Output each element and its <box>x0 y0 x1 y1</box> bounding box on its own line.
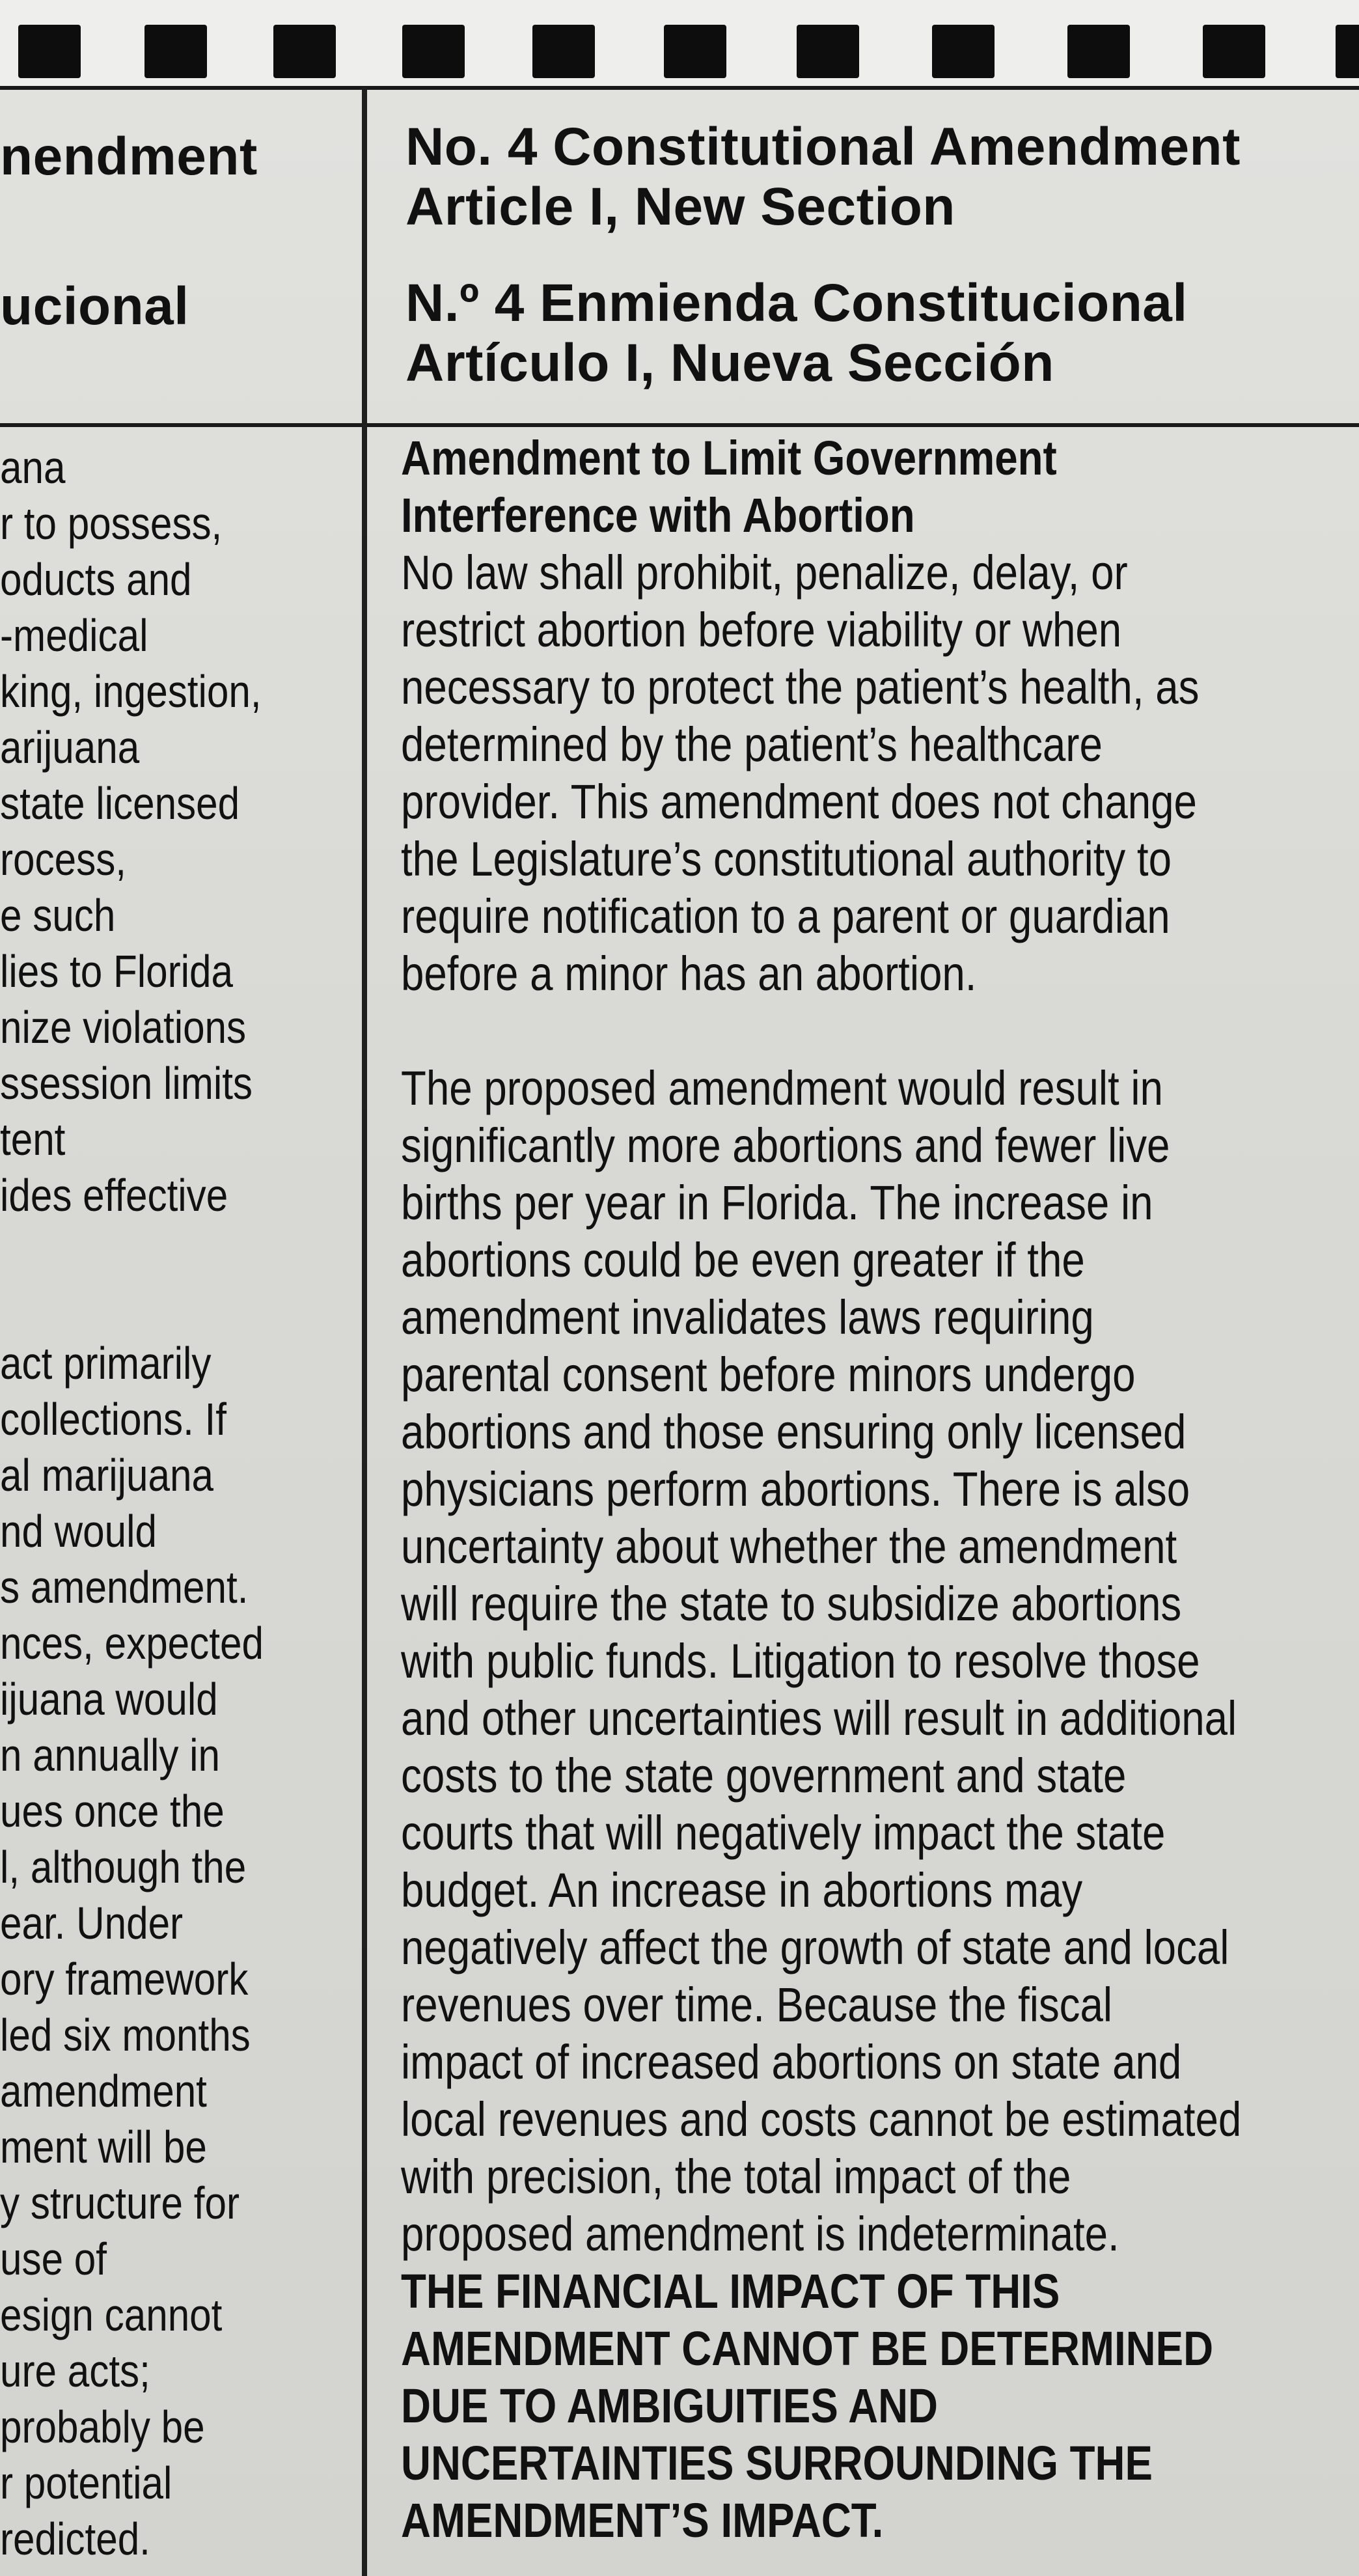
left-body-line: tent <box>0 1114 66 1165</box>
left-body-line: e such <box>0 890 116 941</box>
timing-mark <box>664 25 726 78</box>
left-body-line: ana <box>0 442 66 493</box>
left-body-line: y structure for <box>0 2178 240 2228</box>
left-body-line: led six months <box>0 2010 251 2060</box>
financial-impact-line: uncertainty about whether the amendment <box>401 1519 1177 1573</box>
financial-impact-statement-line: AMENDMENT’S IMPACT. <box>401 2493 884 2547</box>
left-header-en: nendment <box>0 127 258 186</box>
summary-line: necessary to protect the patient’s health, as <box>401 660 1200 714</box>
summary-line: the Legislature’s constitutional authority to <box>401 832 1172 886</box>
left-body-line: ure acts; <box>0 2346 150 2396</box>
left-body-line: nize violations <box>0 1002 247 1053</box>
left-body-line: n annually in <box>0 1730 221 1780</box>
left-body-line: l, although the <box>0 1842 247 1892</box>
financial-impact-line: parental consent before minors undergo <box>401 1348 1136 1402</box>
financial-impact-statement-line: DUE TO AMBIGUITIES AND <box>401 2379 938 2433</box>
left-body-line: ory framework <box>0 1954 249 2004</box>
left-body-line: al marijuana <box>0 1450 213 1501</box>
financial-impact-line: negatively affect the growth of state and local <box>401 1920 1229 1974</box>
left-body-line: nces, expected <box>0 1618 264 1669</box>
summary-line: No law shall prohibit, penalize, delay, or <box>401 546 1128 600</box>
amendment-number-en: No. 4 Constitutional Amendment <box>405 117 1241 176</box>
amendment-number-es: N.º 4 Enmienda Constitucional <box>405 273 1188 333</box>
left-body-line: ear. Under <box>0 1898 184 1948</box>
summary-line: require notification to a parent or guardian <box>401 889 1170 943</box>
left-body-line: r potential <box>0 2458 172 2508</box>
timing-mark <box>18 25 81 78</box>
previous-amendment-column <box>0 88 364 2576</box>
left-body-line: ijuana would <box>0 1674 218 1724</box>
financial-impact-line: amendment invalidates laws requiring <box>401 1290 1094 1344</box>
financial-impact-line: with public funds. Litigation to resolve those <box>401 1634 1200 1688</box>
timing-mark <box>1067 25 1130 78</box>
left-body-line: -medical <box>0 610 148 661</box>
financial-impact-line: significantly more abortions and fewer live <box>401 1118 1170 1172</box>
timing-mark <box>144 25 207 78</box>
financial-impact-line: with precision, the total impact of the <box>401 2150 1071 2204</box>
left-body-line: ment will be <box>0 2122 207 2172</box>
left-body-line: amendment <box>0 2066 207 2116</box>
left-body-line: act primarily <box>0 1338 212 1389</box>
summary-line: restrict abortion before viability or when <box>401 603 1122 657</box>
financial-impact-statement-line: THE FINANCIAL IMPACT OF THIS <box>401 2264 1060 2318</box>
timing-mark <box>273 25 336 78</box>
timing-mark <box>1336 25 1359 78</box>
left-body-line: use of <box>0 2234 107 2284</box>
amendment-article-en: Article I, New Section <box>405 177 955 236</box>
summary-line: provider. This amendment does not change <box>401 775 1197 829</box>
left-body-line: s amendment. <box>0 1562 249 1613</box>
financial-impact-line: will require the state to subsidize abortions <box>401 1577 1182 1631</box>
financial-impact-line: local revenues and costs cannot be estimated <box>401 2092 1242 2146</box>
summary-line: before a minor has an abortion. <box>401 947 977 1001</box>
financial-impact-line: budget. An increase in abortions may <box>401 1863 1083 1917</box>
left-body-line: nd would <box>0 1506 157 1557</box>
financial-impact-line: revenues over time. Because the fiscal <box>401 1978 1113 2032</box>
left-body-line: arijuana <box>0 722 140 773</box>
paragraph-gap <box>401 1003 1319 1060</box>
financial-impact-line: abortions could be even greater if the <box>401 1233 1085 1287</box>
financial-impact-line: costs to the state government and state <box>401 1749 1127 1803</box>
left-body-line: probably be <box>0 2402 205 2452</box>
summary-line: determined by the patient’s healthcare <box>401 717 1103 771</box>
left-body-line: king, ingestion, <box>0 666 262 717</box>
financial-impact-line: proposed amendment is indeterminate. <box>401 2207 1119 2261</box>
left-header-es: ucional <box>0 277 189 336</box>
amendment-title-line: Interference with Abortion <box>401 488 915 542</box>
timing-mark <box>932 25 995 78</box>
left-body-line: collections. If <box>0 1394 226 1445</box>
amendment-title-line: Amendment to Limit Government <box>401 431 1057 485</box>
amendment-4-column <box>370 88 1359 2576</box>
timing-mark-strip <box>0 0 1359 88</box>
left-body-line: ues once the <box>0 1786 225 1836</box>
financial-impact-line: abortions and those ensuring only licensed <box>401 1405 1187 1459</box>
financial-impact-line: births per year in Florida. The increase in <box>401 1176 1153 1230</box>
left-body-line: rocess, <box>0 834 127 885</box>
financial-impact-line: The proposed amendment would result in <box>401 1061 1163 1115</box>
left-body-line: r to possess, <box>0 498 223 549</box>
left-body-line: ides effective <box>0 1170 228 1221</box>
left-body-line: esign cannot <box>0 2290 223 2340</box>
left-body-line: ssession limits <box>0 1058 253 1109</box>
financial-impact-line: impact of increased abortions on state and <box>401 2035 1182 2089</box>
amendment-article-es: Artículo I, Nueva Sección <box>405 333 1054 393</box>
timing-mark <box>532 25 595 78</box>
timing-mark <box>1203 25 1265 78</box>
financial-impact-statement-line: UNCERTAINTIES SURROUNDING THE <box>401 2436 1153 2490</box>
timing-mark <box>797 25 859 78</box>
left-body-line: state licensed <box>0 778 240 829</box>
financial-impact-line: courts that will negatively impact the state <box>401 1806 1166 1860</box>
amendment-body <box>401 430 1319 2549</box>
left-body-line: redicted. <box>0 2514 150 2564</box>
left-body-line: oducts and <box>0 554 192 605</box>
left-body-line: lies to Florida <box>0 946 234 997</box>
financial-impact-line: and other uncertainties will result in additional <box>401 1691 1237 1745</box>
timing-mark <box>402 25 465 78</box>
financial-impact-line: physicians perform abortions. There is also <box>401 1462 1190 1516</box>
financial-impact-statement-line: AMENDMENT CANNOT BE DETERMINED <box>401 2321 1214 2375</box>
